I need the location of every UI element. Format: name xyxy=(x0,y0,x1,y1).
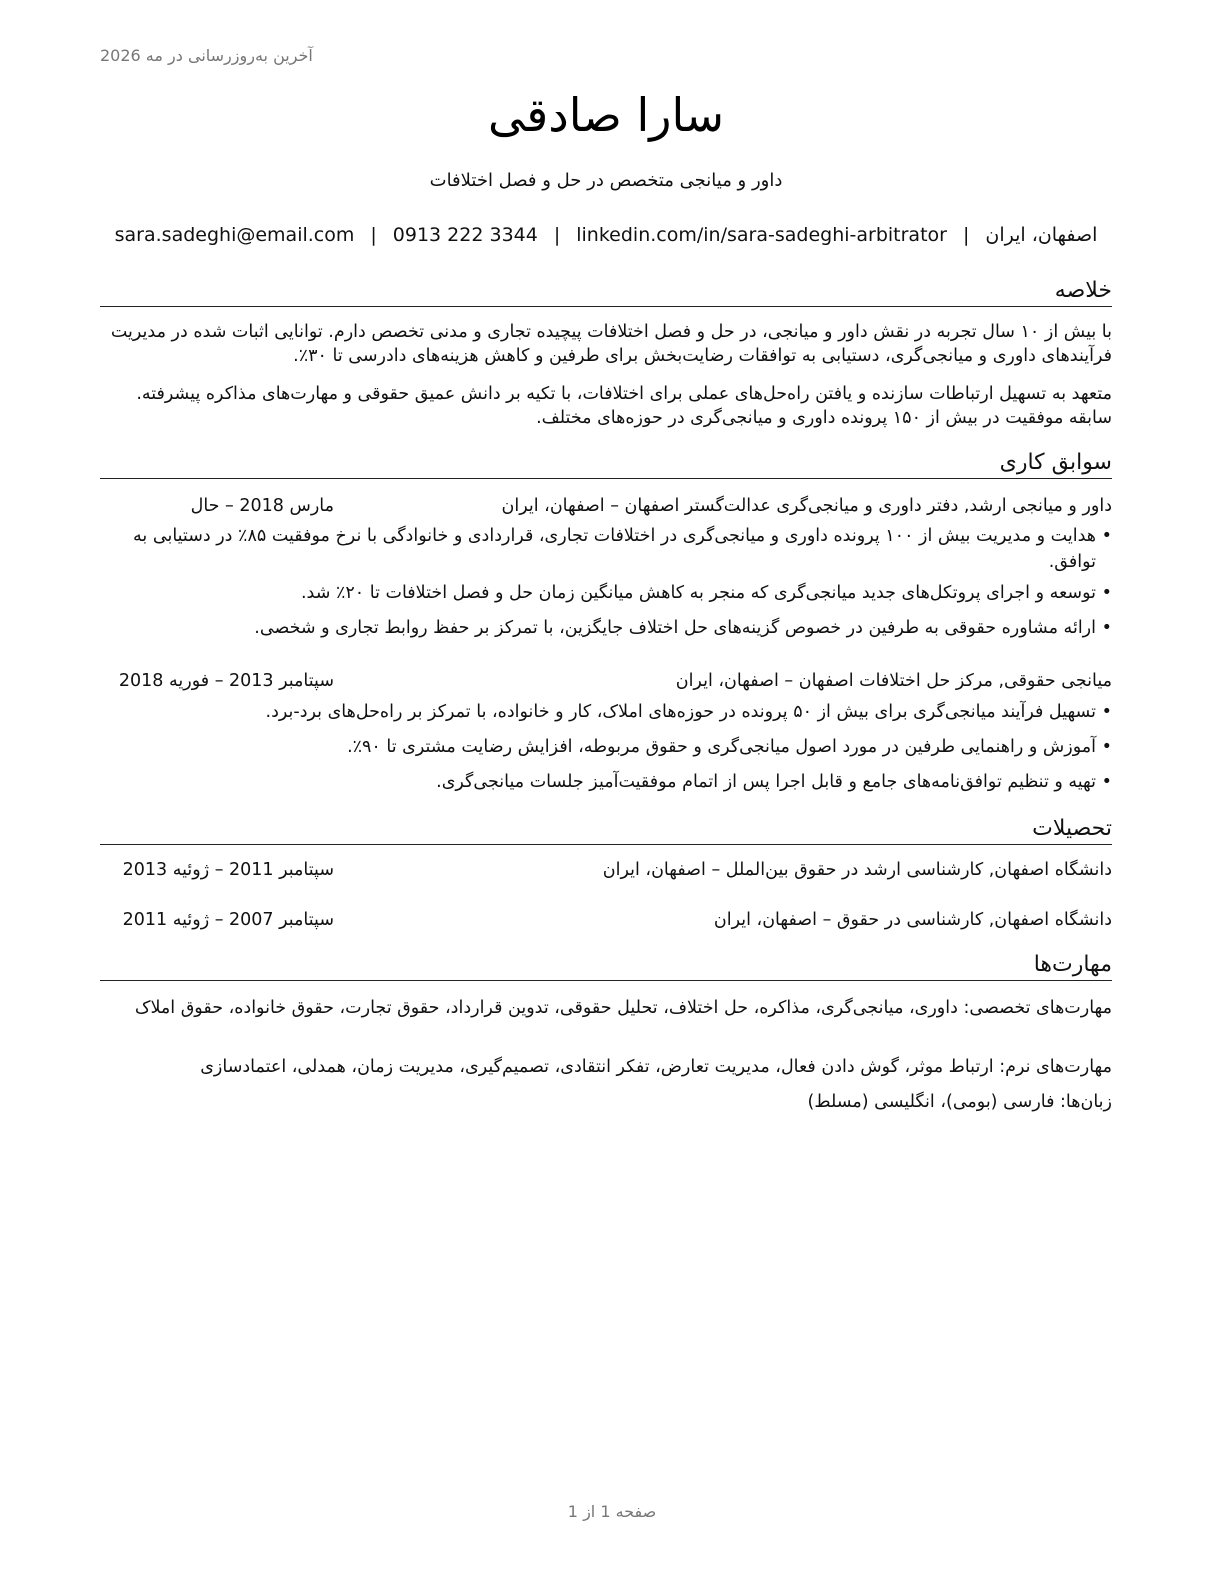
summary-paragraph-2: متعهد به تسهیل ارتباطات سازنده و یافتن راه‌حل‌های عملی برای اختلافات، با تکیه بر دانش عمیق حقوقی و مهارت‌های مذاکره پیشرفته. سابقه موفقیت در بیش از ۱۵۰ پرونده داوری و میانجی‌گری در حوزه‌های مختلف. xyxy=(136,384,1112,428)
contact-separator: | xyxy=(553,224,561,246)
education-date: سپتامبر 2011 – ژوئیه 2013 xyxy=(122,860,334,880)
education-date: سپتامبر 2007 – ژوئیه 2011 xyxy=(122,910,334,930)
contact-line xyxy=(100,224,1112,246)
job-title: میانجی حقوقی, مرکز حل اختلافات اصفهان – اصفهان، ایران xyxy=(675,671,1112,691)
contact-separator: | xyxy=(370,224,377,246)
contact-email[interactable]: sara.sadeghi@email.com xyxy=(114,224,355,246)
summary-paragraph-1: با بیش از ۱۰ سال تجربه در نقش داور و میانجی، در حل و فصل اختلافات پیچیده تجاری و مدنی تخصص دارم. توانایی اثبات شده در مدیریت فرآیندهای داوری و میانجی‌گری، دستیابی به توافقات رضایت‌بخش برای طرفین و کاهش هزینه‌های دادرسی تا ۳۰٪. xyxy=(110,322,1112,366)
job-bullet: • هدایت و مدیریت بیش از ۱۰۰ پرونده داوری و میانجی‌گری در اختلافات تجاری، قراردادی و خانوادگی با نرخ موفقیت ۸۵٪ در دستیابی به توافق. xyxy=(100,523,1112,575)
job-date: مارس 2018 – حال xyxy=(190,496,334,516)
last-updated: آخرین به‌روزرسانی در مه 2026 xyxy=(100,46,313,65)
job-date: سپتامبر 2013 – فوریه 2018 xyxy=(118,671,334,691)
job-header xyxy=(100,668,1112,694)
education-title: دانشگاه اصفهان, کارشناسی ارشد در حقوق بین‌الملل – اصفهان، ایران xyxy=(602,860,1112,880)
contact-linkedin[interactable]: linkedin.com/in/sara-sadeghi-arbitrator xyxy=(576,224,947,246)
contact-separator: | xyxy=(962,224,970,246)
contact-phone: 0913 222 3344 xyxy=(392,224,538,246)
page-number: صفحه 1 از 1 xyxy=(567,1502,657,1521)
candidate-tagline: داور و میانجی متخصص در حل و فصل اختلافات xyxy=(429,170,783,191)
job-bullet: • آموزش و راهنمایی طرفین در مورد اصول میانجی‌گری و حقوق مربوطه، افزایش رضایت مشتری تا ۹۰٪. xyxy=(100,734,1112,760)
section-title-skills: مهارت‌ها xyxy=(100,950,1112,981)
skills-soft: مهارت‌های نرم: ارتباط موثر، گوش دادن فعال، مدیریت تعارض، تفکر انتقادی، تصمیم‌گیری، مدیریت زمان، همدلی، اعتمادسازی xyxy=(200,1057,1112,1077)
candidate-name: سارا صادقی xyxy=(487,88,725,142)
education-item xyxy=(100,857,1112,883)
job-header xyxy=(100,493,1112,519)
section-title-education: تحصیلات xyxy=(100,814,1112,845)
contact-location: اصفهان، ایران xyxy=(985,224,1098,246)
job-bullet: • توسعه و اجرای پروتکل‌های جدید میانجی‌گری که منجر به کاهش میانگین زمان حل و فصل اختلافات تا ۲۰٪ شد. xyxy=(100,580,1112,606)
job-bullet: • ارائه مشاوره حقوقی به طرفین در خصوص گزینه‌های حل اختلاف جایگزین، با تمرکز بر حفظ روابط تجاری و شخصی. xyxy=(100,615,1112,641)
education-title: دانشگاه اصفهان, کارشناسی در حقوق – اصفهان، ایران xyxy=(713,910,1112,930)
education-item xyxy=(100,907,1112,933)
job-bullet: • تهیه و تنظیم توافق‌نامه‌های جامع و قابل اجرا پس از اتمام موفقیت‌آمیز جلسات میانجی‌گری. xyxy=(100,769,1112,795)
section-title-summary: خلاصه xyxy=(100,276,1112,307)
job-bullet: • تسهیل فرآیند میانجی‌گری برای بیش از ۵۰ پرونده در حوزه‌های املاک، کار و خانواده، با تمرکز بر راه‌حل‌های برد-برد. xyxy=(100,699,1112,725)
job-title: داور و میانجی ارشد, دفتر داوری و میانجی‌گری عدالت‌گستر اصفهان – اصفهان، ایران xyxy=(501,496,1112,516)
section-title-experience: سوابق کاری xyxy=(100,448,1112,479)
skills-technical: مهارت‌های تخصصی: داوری، میانجی‌گری، مذاکره، حل اختلاف، تحلیل حقوقی، تدوین قرارداد، حقوق تجارت، حقوق خانواده، حقوق املاک xyxy=(134,998,1112,1018)
skills-languages: زبان‌ها: فارسی (بومی)، انگلیسی (مسلط) xyxy=(807,1092,1112,1112)
